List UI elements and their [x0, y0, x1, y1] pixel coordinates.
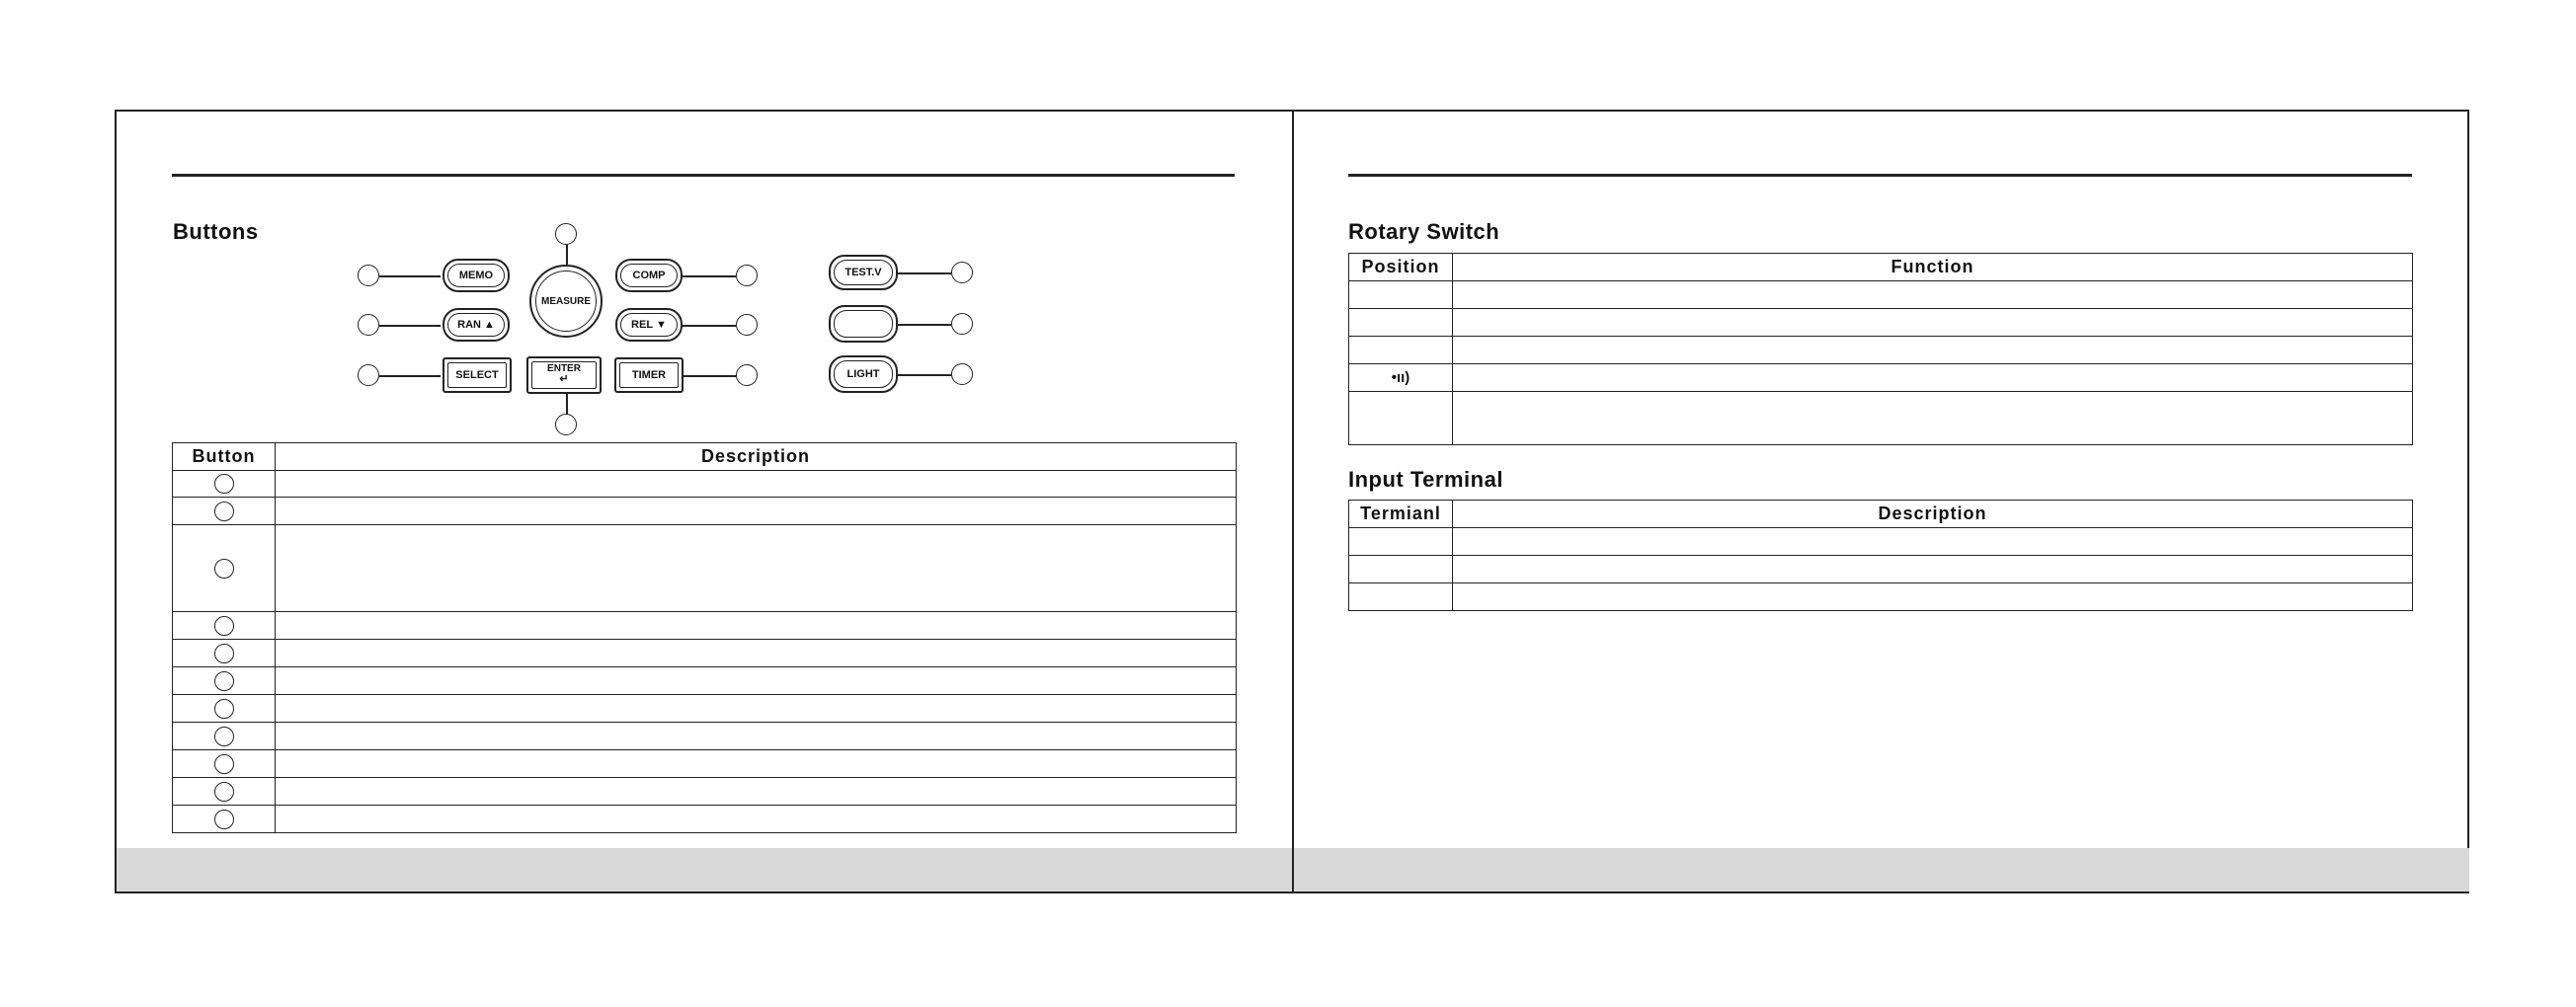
table-row — [1349, 364, 2413, 392]
table-row — [173, 723, 1237, 750]
table-row — [173, 525, 1237, 612]
table-row — [173, 640, 1237, 667]
table-header-description: Description — [1453, 501, 2413, 528]
callout-circle — [214, 699, 234, 719]
enter-button[interactable]: ENTER ↵ — [526, 356, 602, 394]
left-header-rule — [172, 174, 1235, 177]
table-row — [1349, 392, 2413, 445]
page-divider — [1292, 112, 1294, 891]
right-header-rule — [1348, 174, 2412, 177]
light-button[interactable]: LIGHT — [829, 355, 898, 393]
callout-circle — [214, 727, 234, 746]
input-terminal-heading: Input Terminal — [1348, 467, 1503, 492]
callout-circle — [214, 559, 234, 579]
memo-button[interactable]: MEMO — [443, 259, 510, 292]
comp-button[interactable]: COMP — [615, 259, 683, 292]
table-header-button: Button — [173, 443, 276, 471]
left-page-footer — [117, 848, 1292, 891]
table-row — [173, 667, 1237, 695]
table-row — [173, 806, 1237, 833]
table-row — [173, 695, 1237, 723]
table-row — [173, 778, 1237, 806]
buttons-heading: Buttons — [173, 219, 259, 244]
table-header-description: Description — [276, 443, 1237, 471]
callout-measure — [555, 223, 577, 245]
table-row — [173, 498, 1237, 525]
table-header-position: Position — [1349, 254, 1453, 281]
callout-ran — [358, 314, 379, 336]
rel-down-button[interactable]: REL ▼ — [615, 308, 683, 342]
callout-circle — [214, 810, 234, 829]
manual-spread — [115, 110, 2469, 893]
enter-arrow-icon: ↵ — [559, 373, 569, 386]
continuity-icon: •ıı) — [1349, 364, 1453, 392]
test-v-button[interactable]: TEST.V — [829, 255, 898, 290]
triangle-down-icon: ▼ — [656, 319, 667, 331]
callout-blank — [951, 313, 973, 335]
callout-circle — [214, 671, 234, 691]
table-row — [173, 612, 1237, 640]
table-row — [1349, 528, 2413, 556]
input-terminal-table — [1348, 500, 2413, 611]
callout-circle — [214, 782, 234, 802]
rotary-switch-table — [1348, 253, 2413, 445]
table-row — [1349, 309, 2413, 337]
select-button[interactable]: SELECT — [443, 357, 512, 393]
table-row — [173, 750, 1237, 778]
table-row — [173, 471, 1237, 498]
callout-circle — [214, 502, 234, 521]
right-page-footer — [1294, 848, 2469, 891]
callout-select — [358, 364, 379, 386]
callout-enter — [555, 414, 577, 435]
table-header-function: Function — [1453, 254, 2413, 281]
callout-comp — [736, 265, 758, 286]
callout-rel — [736, 314, 758, 336]
callout-circle — [214, 616, 234, 636]
table-row — [1349, 281, 2413, 309]
callout-circle — [214, 754, 234, 774]
table-row — [1349, 337, 2413, 364]
rotary-switch-heading: Rotary Switch — [1348, 219, 1500, 244]
callout-testv — [951, 262, 973, 283]
callout-light — [951, 363, 973, 385]
triangle-up-icon: ▲ — [483, 319, 495, 331]
blank-button[interactable] — [829, 305, 898, 343]
table-row — [1349, 583, 2413, 611]
table-row — [1349, 556, 2413, 583]
measure-button[interactable]: MEASURE — [529, 265, 603, 338]
callout-memo — [358, 265, 379, 286]
callout-circle — [214, 644, 234, 663]
table-header-terminal: Termianl — [1349, 501, 1453, 528]
timer-button[interactable]: TIMER — [614, 357, 684, 393]
callout-timer — [736, 364, 758, 386]
callout-circle — [214, 474, 234, 494]
range-up-button[interactable]: RAN ▲ — [443, 308, 510, 342]
buttons-table — [172, 442, 1237, 833]
